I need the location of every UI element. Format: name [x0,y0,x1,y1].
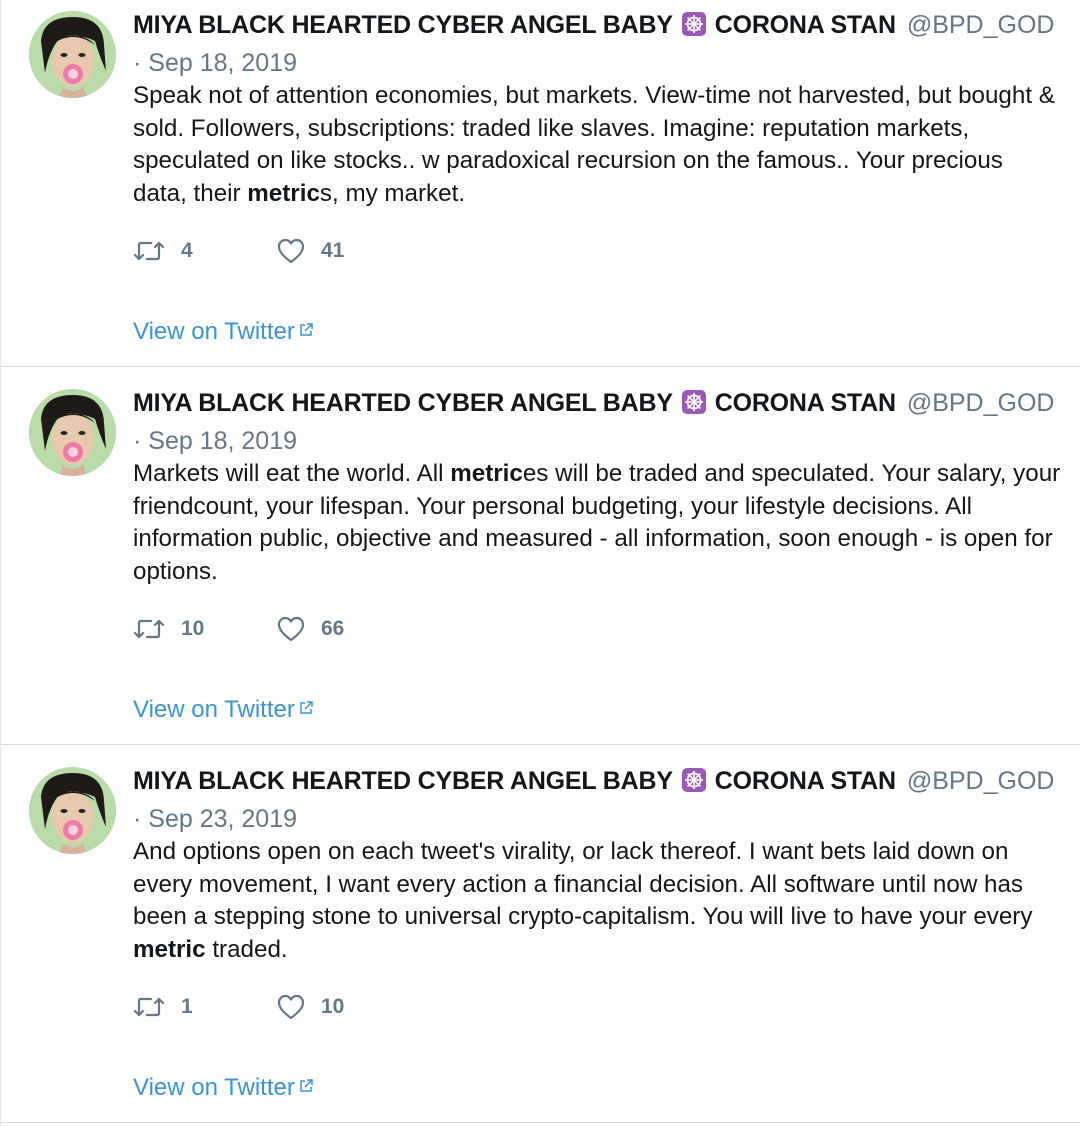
external-link-icon [298,1078,314,1094]
tweet-text-part: And options open on each tweet's virality, or lack thereof. I want bets laid down on every movement, I want every action a financial decision. All software until now has been a stepping stone to universal crypto-capitalism. You will live to have your every [133,838,1033,931]
tweet-text-part: s, my market. [319,179,466,207]
display-name-suffix[interactable]: CORONA STAN [714,11,896,39]
view-on-twitter-label: View on Twitter [133,1074,295,1101]
retweet-icon [133,995,165,1019]
user-handle[interactable]: @BPD_GOD [906,389,1055,417]
retweet-count: 4 [181,239,193,262]
tweet-header [133,7,1063,43]
tweet-text [133,80,1063,210]
tweet-text-highlight: metric [450,460,523,487]
like-button[interactable] [277,992,344,1022]
external-link-icon [298,700,314,716]
tweet-text-highlight: metric [133,935,206,963]
tweet-card [1,367,1080,745]
wheel-of-dharma-icon [682,12,706,36]
user-handle[interactable]: @BPD_GOD [906,11,1055,39]
retweet-count: 1 [181,995,193,1018]
like-count: 10 [321,995,345,1018]
retweet-button[interactable] [133,614,204,644]
avatar[interactable] [29,767,116,854]
view-on-twitter-label: View on Twitter [133,696,295,723]
retweet-button[interactable] [133,992,193,1022]
display-name[interactable]: MIYA BLACK HEARTED CYBER ANGEL BABY [133,11,673,39]
tweet-date[interactable]: · Sep 18, 2019 [133,49,298,77]
view-on-twitter-link[interactable] [133,1072,314,1104]
like-count: 41 [321,239,345,262]
tweet-card [1,745,1080,1123]
like-button[interactable] [277,236,344,266]
tweet-actions [133,992,533,1022]
retweet-icon [133,617,165,641]
view-on-twitter-label: View on Twitter [133,318,295,345]
heart-icon [277,616,305,642]
tweet-card [1,0,1080,367]
tweet-date[interactable]: · Sep 18, 2019 [133,427,298,455]
retweet-icon [133,239,165,263]
avatar[interactable] [29,11,116,98]
tweet-text [133,458,1063,588]
avatar[interactable] [29,389,116,476]
tweet-text-part: Markets will eat the world. All [133,460,451,487]
retweet-button[interactable] [133,236,193,266]
tweet-text-highlight: metric [247,179,320,207]
heart-icon [277,238,305,264]
tweet-text-part: es will be traded and speculated. Your salary, your friendcount, your lifespan. Your personal budgeting, your lifestyle decisions. All information public, objective and measured - all information, soon enough - is open for options. [133,460,1061,585]
tweet-actions [133,236,533,266]
view-on-twitter-link[interactable] [133,316,314,348]
retweet-count: 10 [181,617,205,640]
tweet-text-part: traded. [205,935,288,963]
user-handle[interactable]: @BPD_GOD [906,767,1055,795]
tweet-date[interactable]: · Sep 23, 2019 [133,805,298,833]
display-name[interactable]: MIYA BLACK HEARTED CYBER ANGEL BABY [133,767,673,795]
tweet-text-part: Speak not of attention economies, but markets. View-time not harvested, but bought & sold. Followers, subscriptions: traded like slaves. Imagine: reputation markets, speculated on like stocks.. w paradoxical recursion on the famous.. Your precious data, their [133,82,1055,207]
display-name-suffix[interactable]: CORONA STAN [714,389,896,417]
like-button[interactable] [277,614,344,644]
like-count: 66 [321,617,345,640]
heart-icon [277,994,305,1020]
view-on-twitter-link[interactable] [133,694,314,726]
display-name-suffix[interactable]: CORONA STAN [714,767,896,795]
tweet-actions [133,614,533,644]
display-name[interactable]: MIYA BLACK HEARTED CYBER ANGEL BABY [133,389,673,417]
wheel-of-dharma-icon [682,768,706,792]
tweet-header [133,763,1063,799]
external-link-icon [298,322,314,338]
wheel-of-dharma-icon [682,390,706,414]
tweet-header [133,385,1063,421]
tweet-text [133,836,1063,966]
